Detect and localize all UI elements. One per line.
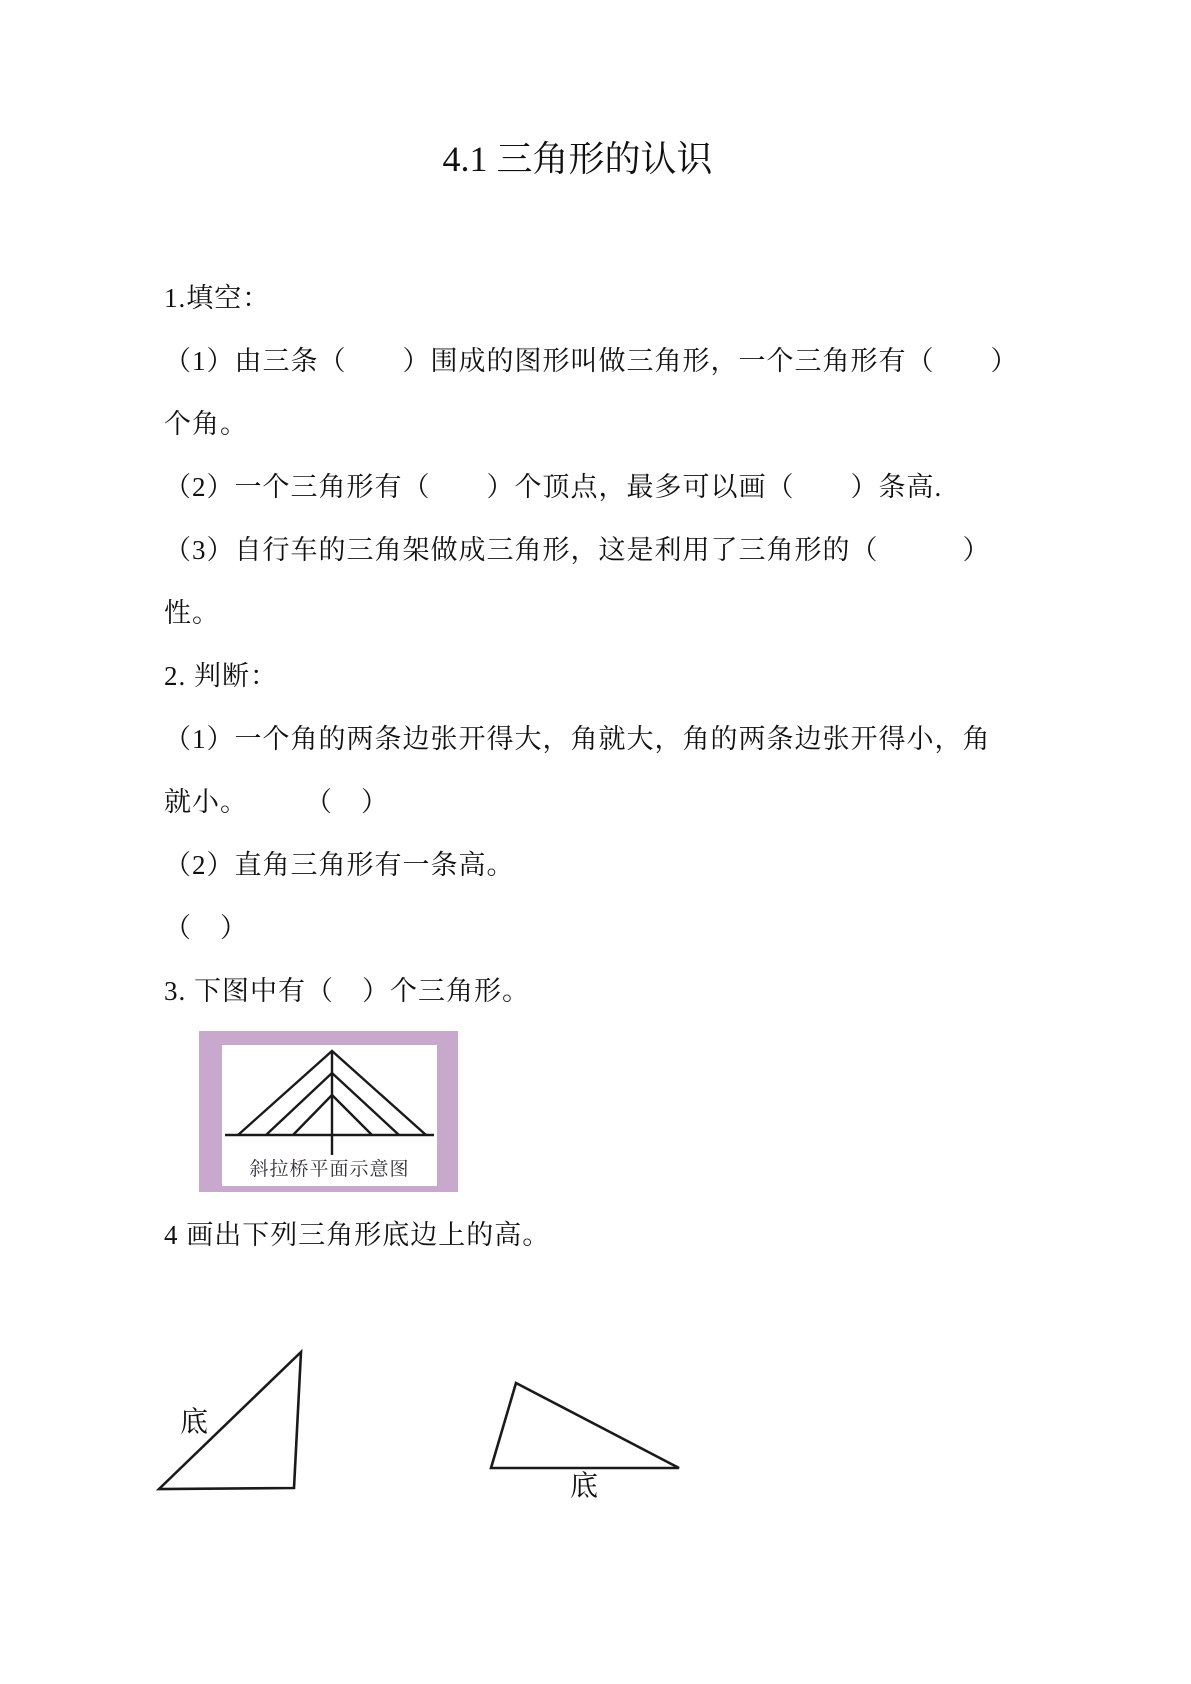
practice-triangles xyxy=(130,1340,690,1510)
q2-part2-answer: （ ） xyxy=(164,913,248,943)
bridge-figure-caption: 斜拉桥平面示意图 xyxy=(249,1159,410,1180)
q1-header: 1.填空： xyxy=(164,283,271,313)
q1-part1: （1）由三条（ ）围成的图形叫做三角形，一个三角形有（ ） xyxy=(164,346,1019,376)
right-triangle xyxy=(491,1383,679,1468)
q2-part1-answer: 就小。 （ ） xyxy=(164,787,389,817)
right-triangle-base-label: 底 xyxy=(570,1471,599,1502)
q4-text: 4 画出下列三角形底边上的高。 xyxy=(164,1220,551,1250)
q1-part3: （3）自行车的三角架做成三角形，这是利用了三角形的（ ） xyxy=(164,535,991,565)
bridge-figure xyxy=(222,1045,437,1186)
q3-text: 3. 下图中有（ ）个三角形。 xyxy=(164,976,530,1006)
q1-part2: （2）一个三角形有（ ）个顶点，最多可以画（ ）条高. xyxy=(164,472,943,502)
bridge-figure-frame xyxy=(199,1031,458,1192)
q1-part3-cont: 性。 xyxy=(164,598,220,628)
q2-header: 2. 判断： xyxy=(164,661,278,691)
page-title: 4.1 三角形的认识 xyxy=(442,139,713,179)
q2-part2: （2）直角三角形有一条高。 xyxy=(164,850,515,880)
q1-part1-cont: 个角。 xyxy=(164,409,248,439)
q2-part1: （1）一个角的两条边张开得大，角就大，角的两条边张开得小，角 xyxy=(164,724,991,754)
left-triangle-base-label: 底 xyxy=(180,1407,209,1438)
bridge-diagram xyxy=(222,1045,437,1157)
